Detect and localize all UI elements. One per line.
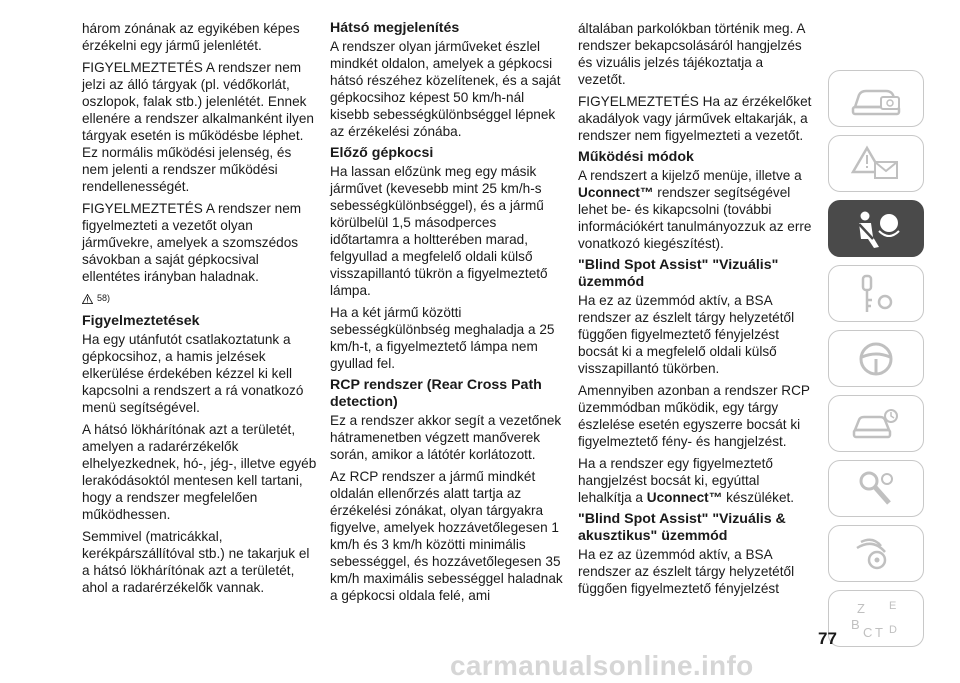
text-column-1 xyxy=(82,20,317,601)
paragraph: Ha ez az üzemmód aktív, a BSA rendszer az észlelt tárgy helyzetétől függően figyelmeztető fényjelzést xyxy=(578,547,795,596)
paragraph: Semmivel (matricákkal, kerékpárszállítóval stb.) ne takarjuk el a hátsó lökhárítónak azt a területét, ahol a radarérzékelők vannak. xyxy=(82,529,310,595)
chapter-tabs xyxy=(828,70,928,655)
car-service-icon xyxy=(847,402,905,446)
paragraph xyxy=(578,455,813,506)
text-column-2 xyxy=(330,20,565,609)
paragraph: Ha ez az üzemmód aktív, a BSA rendszer az észlelt tárgy helyzetétől függően figyelmeztető fényjelzést bocsát ki a megfelelő oldali külső visszapillantó tükörben. xyxy=(578,293,795,376)
section-heading: Előző gépkocsi xyxy=(330,145,434,161)
tab-driving[interactable] xyxy=(828,330,924,387)
index-letter: D xyxy=(889,623,897,636)
tab-emergency[interactable] xyxy=(828,395,924,452)
paragraph: három zónának az egyikében képes érzékelni egy jármű jelenlétét. xyxy=(82,21,300,53)
paragraph: Ha egy utánfutót csatlakoztatunk a gépkocsihoz, a hamis jelzések elkerülése érdekében kézzel ki kell kapcsolni a rendszert a rá vonatkozó menü segítségével. xyxy=(82,332,304,415)
tab-multimedia[interactable] xyxy=(828,525,924,582)
brand-name: Uconnect™ xyxy=(646,490,723,505)
section-heading: Figyelmeztetések xyxy=(82,313,200,329)
page-number: 77 xyxy=(818,629,837,648)
paragraph: FIGYELMEZTETÉS A rendszer nem figyelmezteti a vezetőt olyan járművekre, amelyek a szomszédos sávokban a saját gépkocsival ellentétes irányban haladnak. xyxy=(82,201,302,284)
section-heading: "Blind Spot Assist" "Vizuális" üzemmód xyxy=(578,257,779,290)
tab-starting[interactable] xyxy=(828,265,924,322)
key-icon xyxy=(847,272,905,316)
media-icon xyxy=(847,532,905,576)
index-letter: B xyxy=(851,616,860,632)
paragraph: FIGYELMEZTETÉS A rendszer nem jelzi az álló tárgyak (pl. védőkorlát, oszlopok, falak stb.) jelenlétét. Ennek ellenére a rendszer alkalmanként ilyen tárgyak esetén is működésbe léphet. Ez normális működési jelenség, és nem jelenti a rendszer működési rendellenességét. xyxy=(82,60,314,194)
warning-envelope-icon xyxy=(847,142,905,186)
paragraph: A rendszer olyan járműveket észlel mindkét oldalon, amelyek a gépkocsi hátsó részéhez közelítenek, és a saját gépkocsihoz képest 50 km/h-nál kisebb sebességkülönbséggel lépnek az érzékelési zónába. xyxy=(330,39,561,139)
index-letter: E xyxy=(889,599,897,612)
text-column-3 xyxy=(578,20,813,602)
car-dashboard-icon xyxy=(847,77,905,121)
paragraph xyxy=(578,167,813,252)
paragraph: Ez a rendszer akkor segít a vezetőnek hátramenetben végzett manőverek során, amikor a látótér korlátozott. xyxy=(330,413,562,462)
paragraph: FIGYELMEZTETÉS Ha az érzékelőket akadályok vagy járművek eltakarják, a rendszer nem figyelmezteti a vezetőt. xyxy=(578,94,812,143)
text-run: Ha a rendszer egy figyelmeztető hangjelzést bocsát ki, egyúttal lehalkítja a xyxy=(578,456,773,505)
paragraph: Az RCP rendszer a jármű mindkét oldalán ellenőrzés alatt tartja az érzékelési zónákat, olyan tárgyakra figyelve, amelyek hozzávetőlegesen 1 km/h és 3 km/h közötti minimális sebességgel, és hozzávetőlegesen 35 km/h maximális sebességgel haladnak a gépkocsi oldala felé, ami xyxy=(330,469,563,603)
paragraph: Ha lassan előzünk meg egy másik járművet (kevesebb mint 25 km/h-s sebességkülönbséggel), és a jármű körülbelül 1,5 másodperces időtartamra a holtterében marad, felgyullad a megfelelő oldali külső visszapillantó tükrön a figyelmeztető lámpa. xyxy=(330,164,548,298)
paragraph: Amennyiben azonban a rendszer RCP üzemmódban működik, egy tárgy észlelése esetén egyszerre bocsát ki figyelmeztető fény- és hangjelzést. xyxy=(578,383,810,449)
index-letter: Z xyxy=(857,600,865,616)
steering-wheel-icon xyxy=(847,337,905,381)
tab-warnings[interactable] xyxy=(828,135,924,192)
brand-name: Uconnect™ xyxy=(578,185,654,200)
warning-reference xyxy=(82,290,317,307)
section-heading: Hátsó megjelenítés xyxy=(330,20,460,36)
tab-safety[interactable] xyxy=(828,200,924,257)
tab-dashboard[interactable] xyxy=(828,70,924,127)
seatbelt-airbag-icon xyxy=(847,207,905,251)
paragraph: Ha a két jármű közötti sebességkülönbség meghaladja a 25 km/h-t, a figyelmeztető lámpa nem gyullad fel. xyxy=(330,305,555,371)
index-letter: C xyxy=(863,624,873,640)
paragraph: általában parkolókban történik meg. A rendszer bekapcsolásáról hangjelzés és vizuális jelzés tájékoztatja a vezetőt. xyxy=(578,21,805,87)
paragraph: A hátsó lökhárítónak azt a területét, amelyen a radarérzékelők elhelyezkednek, hó-, jég-, illetve egyéb lerakódásoktól mentesen kell tartani, hogy a rendszer megfelelően működhessen. xyxy=(82,422,317,522)
section-heading: RCP rendszer (Rear Cross Path detection) xyxy=(330,377,542,410)
section-heading: "Blind Spot Assist" "Vizuális & akusztikus" üzemmód xyxy=(578,511,786,544)
tab-index[interactable] xyxy=(828,590,924,647)
text-run: A rendszert a kijelző menüje, illetve a xyxy=(578,168,802,183)
warning-triangle-icon xyxy=(82,294,93,304)
wrench-icon xyxy=(847,467,905,511)
text-run: rendszer segítségével lehet be- és kikapcsolni (további információkért tanulmányozzuk az erre vonatkozó kiegészítést). xyxy=(578,185,812,251)
index-letter: T xyxy=(875,624,883,640)
warning-reference-number: 58) xyxy=(97,293,111,303)
text-run: készüléket. xyxy=(722,490,795,505)
index-letters-icon xyxy=(847,597,905,641)
section-heading: Működési módok xyxy=(578,149,694,165)
tab-maintenance[interactable] xyxy=(828,460,924,517)
watermark: carmanualsonline.info xyxy=(450,650,754,681)
